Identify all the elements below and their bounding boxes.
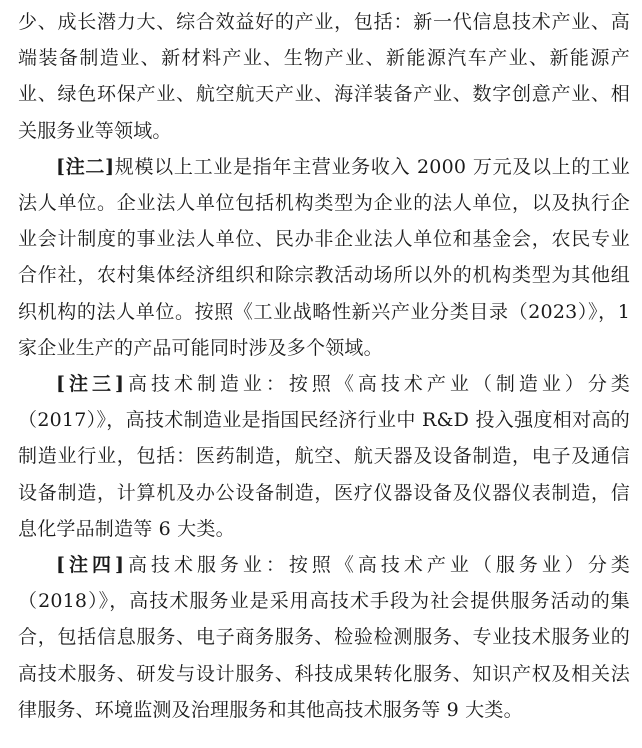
paragraph-continuation (18, 4, 630, 149)
note-4-paragraph (18, 547, 630, 728)
note-4-label: [注四] (56, 554, 125, 577)
paragraph-text: 少、成长潜力大、综合效益好的产业，包括：新一代信息技术产业、高端装备制造业、新材料产业、生物产业、新能源汽车产业、新能源产业、绿色环保产业、航空航天产业、海洋装备产业、数字创意产业、相关服务业等领域。 (18, 11, 630, 142)
note-3-paragraph (18, 366, 630, 547)
note-3-label: [注三] (56, 373, 125, 396)
note-3-text: 高技术制造业：按照《高技术产业（制造业）分类（2017）》，高技术制造业是指国民经济行业中 R&D 投入强度相对高的制造业行业，包括：医药制造，航空、航天器及设备制造，电子及通信设备制造，计算机及办公设备制造，医疗仪器设备及仪器仪表制造，信息化学品制造等 6 大类。 (18, 373, 631, 540)
note-2-label: [注二] (56, 155, 115, 178)
document-body (18, 4, 630, 728)
note-2-paragraph (18, 149, 630, 366)
note-4-text: 高技术服务业：按照《高技术产业（服务业）分类（2018）》，高技术服务业是采用高技术手段为社会提供服务活动的集合，包括信息服务、电子商务服务、检验检测服务、专业技术服务业的高技术服务、研发与设计服务、科技成果转化服务、知识产权及相关法律服务、环境监测及治理服务和其他高技术服务等 9 大类。 (18, 554, 631, 721)
note-2-text: 规模以上工业是指年主营业务收入 2000 万元及以上的工业法人单位。企业法人单位包括机构类型为企业的法人单位，以及执行企业会计制度的事业法人单位、民办非企业法人单位和基金会，农民专业合作社，农村集体经济组织和除宗教活动场所以外的机构类型为其他组织机构的法人单位。按照《工业战略性新兴产业分类目录（2023）》，1 家企业生产的产品可能同时涉及多个领域。 (18, 155, 631, 359)
